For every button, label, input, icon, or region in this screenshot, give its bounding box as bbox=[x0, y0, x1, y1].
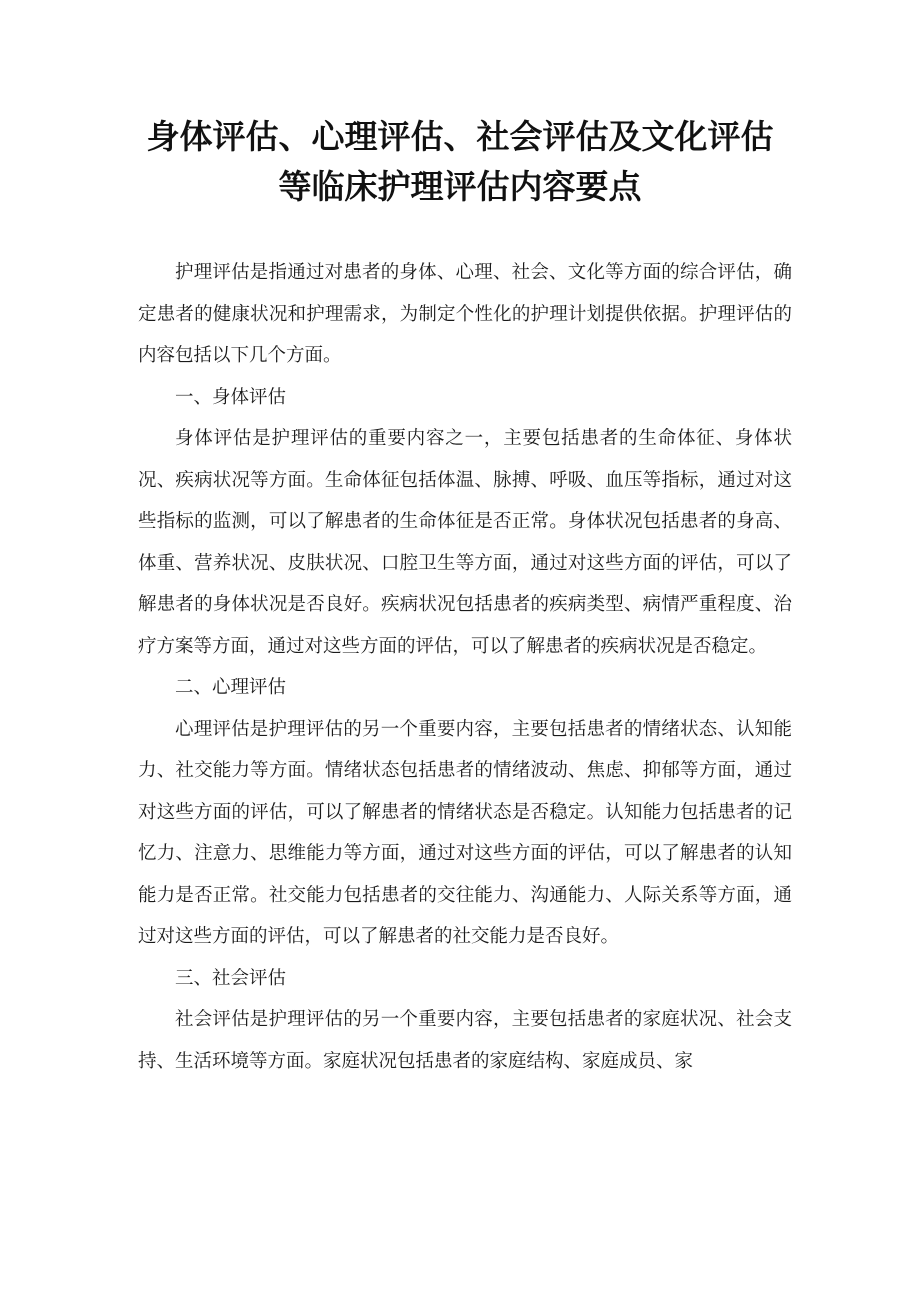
title-line-2: 等临床护理评估内容要点 bbox=[278, 167, 642, 206]
section-text-social: 社会评估是护理评估的另一个重要内容，主要包括患者的家庭状况、社会支持、生活环境等方面。家庭状况包括患者的家庭结构、家庭成员、家 bbox=[138, 1009, 792, 1072]
intro-paragraph: 护理评估是指通过对患者的身体、心理、社会、文化等方面的综合评估，确定患者的健康状况和护理需求，为制定个性化的护理计划提供依据。护理评估的内容包括以下几个方面。 bbox=[138, 262, 792, 366]
title-line-1: 身体评估、心理评估、社会评估及文化评估 bbox=[146, 117, 774, 156]
section-heading-social: 三、社会评估 bbox=[175, 967, 287, 989]
document-title bbox=[100, 112, 820, 212]
section-heading-physical: 一、身体评估 bbox=[175, 386, 287, 408]
document-body bbox=[138, 252, 792, 1082]
section-text-physical: 身体评估是护理评估的重要内容之一，主要包括患者的生命体征、身体状况、疾病状况等方面。生命体征包括体温、脉搏、呼吸、血压等指标，通过对这些指标的监测，可以了解患者的生命体征是否正常。身体状况包括患者的身高、体重、营养状况、皮肤状况、口腔卫生等方面，通过对这些方面的评估，可以了解患者的身体状况是否良好。疾病状况包括患者的疾病类型、病情严重程度、治疗方案等方面，通过对这些方面的评估，可以了解患者的疾病状况是否稳定。 bbox=[138, 428, 792, 657]
section-heading-psychological: 二、心理评估 bbox=[175, 677, 287, 698]
section-text-psychological: 心理评估是护理评估的另一个重要内容，主要包括患者的情绪状态、认知能力、社交能力等方面。情绪状态包括患者的情绪波动、焦虑、抑郁等方面，通过对这些方面的评估，可以了解患者的情绪状态是否稳定。认知能力包括患者的记忆力、注意力、思维能力等方面，通过对这些方面的评估，可以了解患者的认知能力是否正常。社交能力包括患者的交往能力、沟通能力、人际关系等方面，通过对这些方面的评估，可以了解患者的社交能力是否良好。 bbox=[138, 718, 792, 947]
